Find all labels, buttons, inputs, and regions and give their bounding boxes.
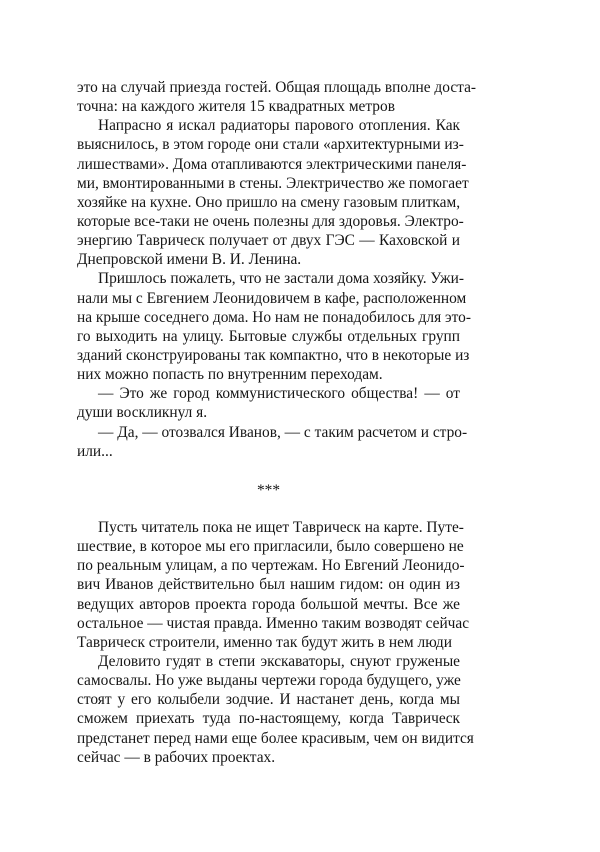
text-line: ведущих авторов проекта города большой мечты. Все же	[77, 595, 460, 613]
text-line: стоят у его колыбели зодчие. И настанет день, когда мы	[77, 691, 460, 709]
text-line: души воскликнул я.	[77, 404, 208, 422]
text-line: сейчас — в рабочих проектах.	[77, 748, 276, 766]
text-line: Пусть читатель пока не ищет Тавричеcк на карте. Путе-	[98, 518, 464, 536]
text-line: по реальным улицам, а по чертежам. Но Евгений Леонидо-	[77, 557, 465, 575]
text-line: Деловито гудят в степи экскаваторы, снуют груженые	[98, 652, 460, 670]
text-line: шествие, в которое мы его пригласили, было совершено не	[77, 538, 464, 556]
page-text	[77, 78, 477, 767]
text-line: сможем приехать туда по-настоящему, когда Тавричеcк	[77, 710, 460, 728]
text-line: точна: на каждого жителя 15 квадратных метров	[77, 98, 395, 116]
text-line: или...	[77, 442, 113, 460]
text-line: которые все-таки не очень полезны для здоровья. Электро-	[77, 212, 464, 230]
text-line: самосвалы. Но уже выданы чертежи города будущего, уже	[77, 672, 461, 690]
paragraph	[77, 652, 474, 767]
text-line: выяснилось, в этом городе они стали «архитектурными из-	[77, 136, 464, 154]
text-line: лишествами». Дома отапливаются электрическими панеля-	[77, 155, 467, 173]
text-line: это на случай приезда гостей. Общая площадь вполне доста-	[77, 79, 477, 96]
text-line: предстанет перед нами еще более красивым, чем он видится	[77, 729, 474, 747]
paragraph	[77, 518, 470, 652]
paragraph	[77, 384, 460, 422]
paragraph	[77, 78, 477, 116]
text-line: Тавричеcк строители, именно так будут жить в нем люди	[77, 633, 452, 651]
text-line: хозяйке на кухне. Оно пришло на смену газовым плиткам,	[77, 193, 461, 211]
paragraph	[77, 116, 469, 269]
text-line: энергию Тавричеcк получает от двух ГЭС — Каховской и	[77, 232, 460, 250]
text-line: Днепровской имени В. И. Ленина.	[77, 251, 302, 269]
text-line: Пришлось пожалеть, что не застали дома хозяйку. Ужи-	[98, 270, 464, 288]
text-line: на крыше соседнего дома. Но нам не понадобилось для это-	[77, 308, 471, 326]
text-line: — Это же город коммунистического общества! — от	[98, 385, 460, 403]
text-line: вич Иванов действительно был нашим гидом: он один из	[77, 576, 460, 594]
text-line: зданий сконструированы так компактно, что в некоторые из	[77, 346, 470, 364]
paragraph	[77, 423, 468, 461]
section-separator: ***	[256, 481, 281, 499]
text-line: остальное — чистая правда. Именно таким возводят сейчас	[77, 614, 470, 632]
text-line: нали мы с Евгением Леонидовичем в кафе, расположенном	[77, 289, 467, 307]
text-line: Напрасно я искал радиаторы парового отопления. Как	[98, 117, 460, 135]
text-line: — Да, — отозвался Иванов, — с таким расчетом и стро-	[98, 423, 468, 441]
paragraph	[77, 269, 471, 384]
text-line: го выходить на улицу. Бытовые службы отдельных групп	[77, 327, 460, 345]
text-line: ми, вмонтированными в стены. Электричество же помогает	[77, 174, 469, 192]
text-line: них можно попасть по внутренним переходам.	[77, 366, 383, 384]
